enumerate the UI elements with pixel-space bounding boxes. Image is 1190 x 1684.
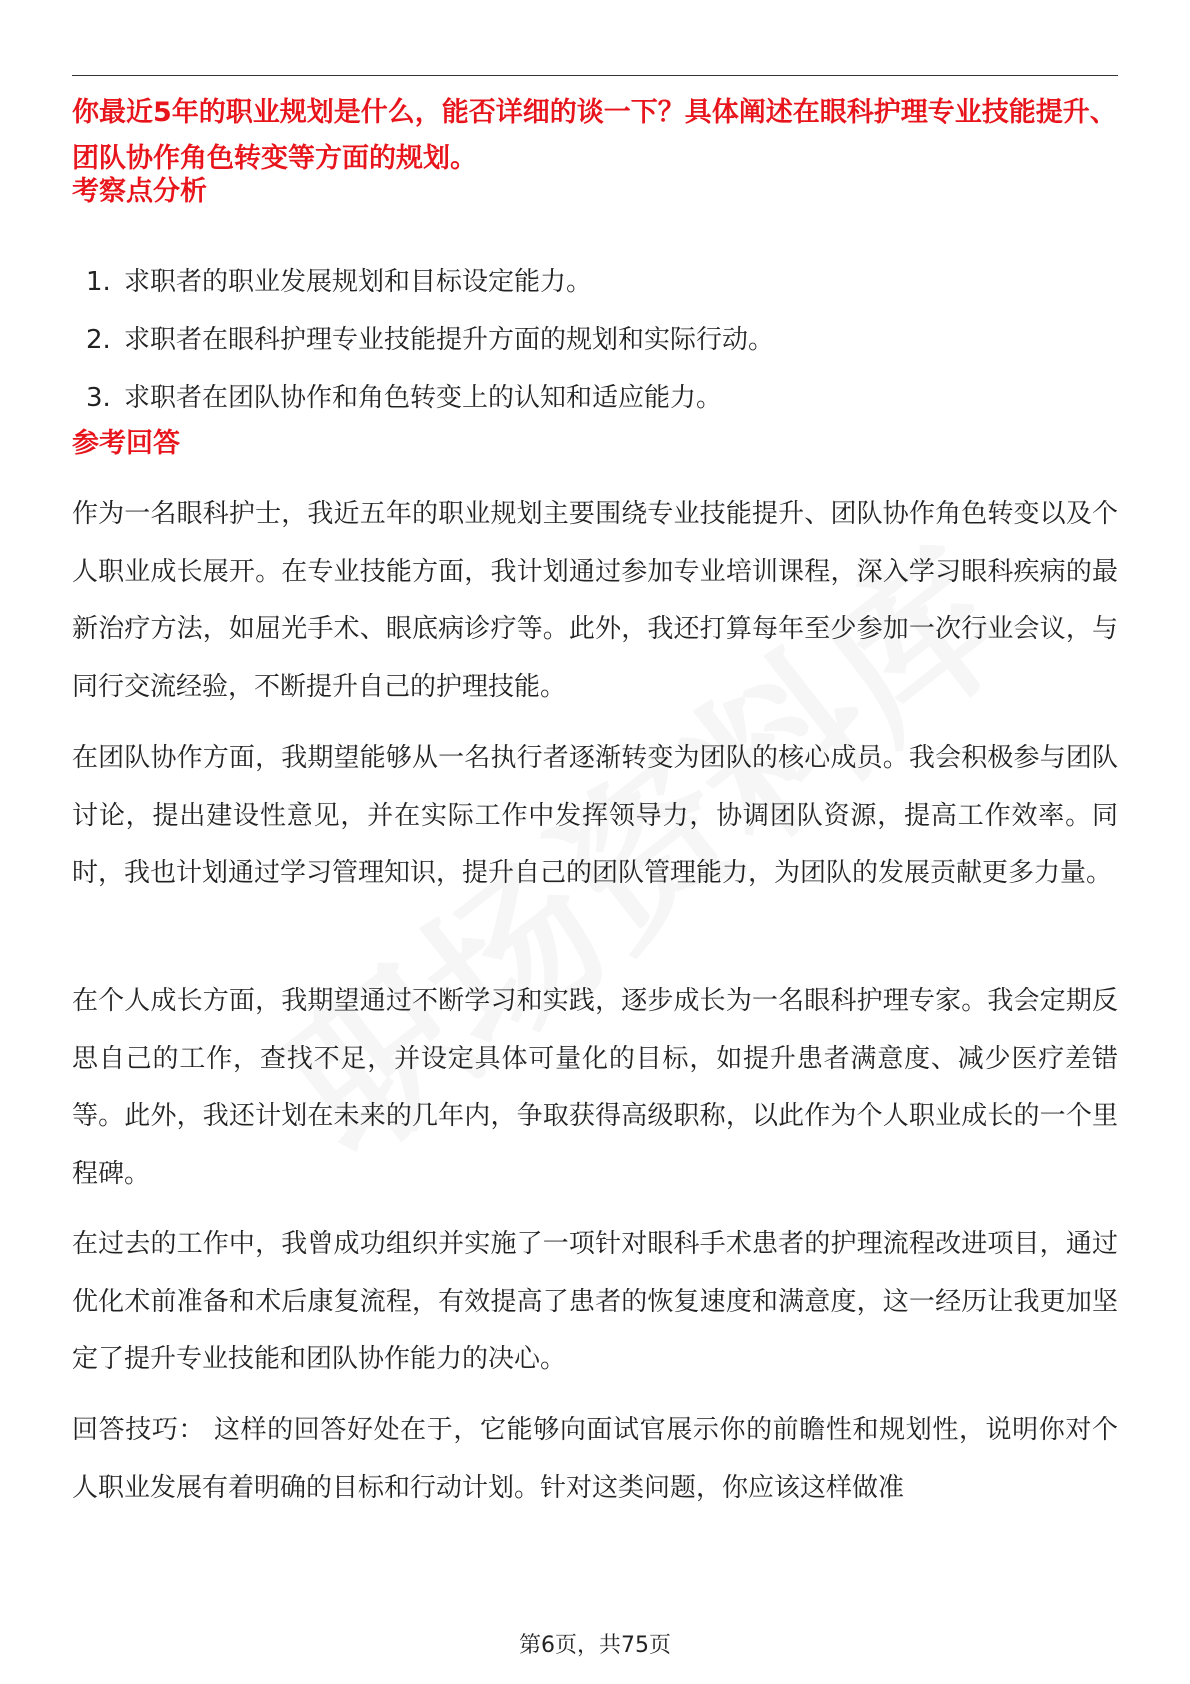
answer-tips-paragraph: 回答技巧： 这样的回答好处在于，它能够向面试官展示你的前瞻性和规划性，说明你对个人职业发展有着明确的目标和行动计划。针对这类问题，你应该这样做准 bbox=[72, 1415, 1118, 1503]
list-item-number: 2. bbox=[86, 325, 111, 355]
list-item bbox=[72, 378, 1118, 436]
list-item-number: 3. bbox=[86, 383, 111, 413]
list-item bbox=[72, 320, 1118, 378]
document-page bbox=[72, 0, 1118, 1684]
list-item-text: 求职者在团队协作和角色转变上的认知和适应能力。 bbox=[124, 383, 723, 413]
analysis-title: 考察点分析 bbox=[72, 176, 207, 207]
list-item bbox=[72, 262, 1118, 320]
list-item-text: 求职者在眼科护理专业技能提升方面的规划和实际行动。 bbox=[124, 325, 775, 355]
top-divider bbox=[72, 75, 1118, 76]
answer-paragraph-1: 作为一名眼科护士，我近五年的职业规划主要围绕专业技能提升、团队协作角色转变以及个人职业成长展开。在专业技能方面，我计划通过参加专业培训课程，深入学习眼科疾病的最新治疗方法，如屈光手术、眼底病诊疗等。此外，我还打算每年至少参加一次行业会议，与同行交流经验，不断提升自己的护理技能。 bbox=[72, 499, 1118, 702]
question-heading: 你最近5年的职业规划是什么，能否详细的谈一下？具体阐述在眼科护理专业技能提升、团队协作角色转变等方面的规划。 bbox=[72, 97, 1117, 174]
list-item-number: 1. bbox=[86, 267, 111, 297]
answer-paragraph-4: 在过去的工作中，我曾成功组织并实施了一项针对眼科手术患者的护理流程改进项目，通过优化术前准备和术后康复流程，有效提高了患者的恢复速度和满意度，这一经历让我更加坚定了提升专业技能和团队协作能力的决心。 bbox=[72, 1229, 1118, 1374]
answer-paragraph-2: 在团队协作方面，我期望能够从一名执行者逐渐转变为团队的核心成员。我会积极参与团队讨论，提出建设性意见，并在实际工作中发挥领导力，协调团队资源，提高工作效率。同时，我也计划通过学习管理知识，提升自己的团队管理能力，为团队的发展贡献更多力量。 bbox=[72, 743, 1118, 888]
answer-title: 参考回答 bbox=[72, 428, 180, 459]
answer-paragraph-3: 在个人成长方面，我期望通过不断学习和实践，逐步成长为一名眼科护理专家。我会定期反思自己的工作，查找不足，并设定具体可量化的目标，如提升患者满意度、减少医疗差错等。此外，我还计划在未来的几年内，争取获得高级职称，以此作为个人职业成长的一个里程碑。 bbox=[72, 986, 1118, 1189]
analysis-points-list bbox=[72, 262, 1118, 436]
list-item-text: 求职者的职业发展规划和目标设定能力。 bbox=[124, 267, 593, 297]
page-number-footer: 第6页，共75页 bbox=[519, 1633, 671, 1658]
